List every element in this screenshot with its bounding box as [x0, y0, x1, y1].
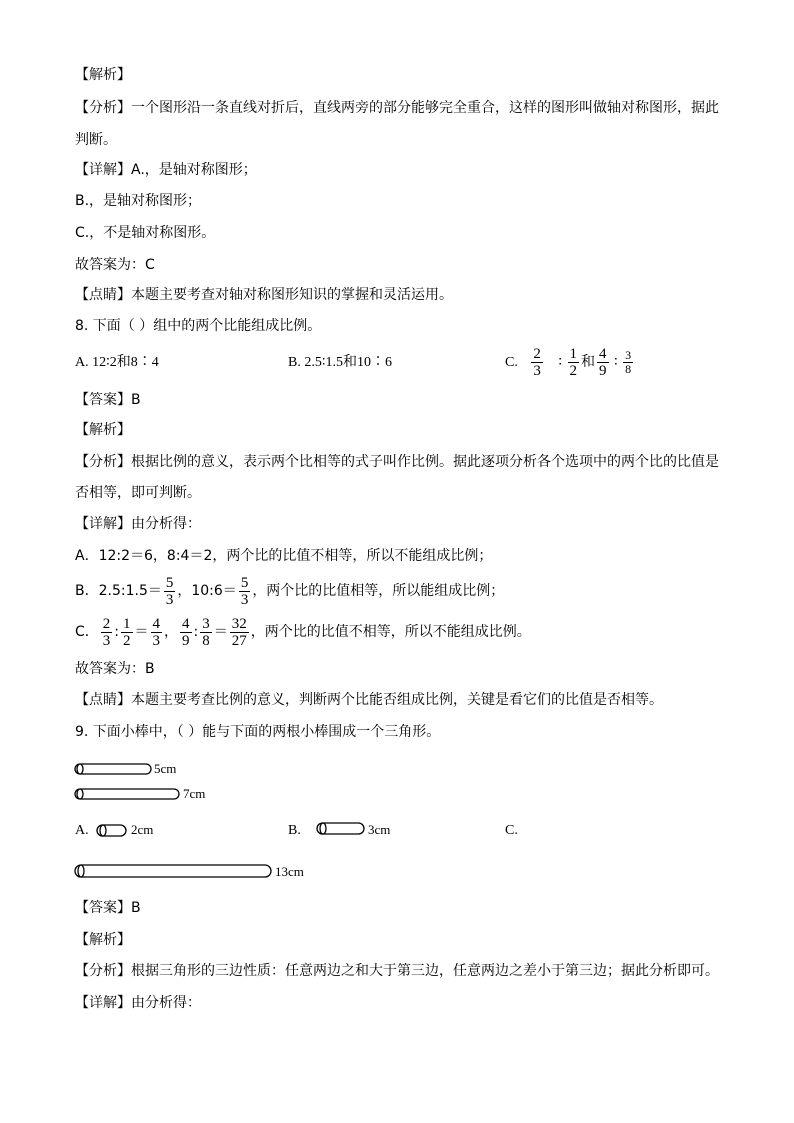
q8-line-c-fraction-6: $\frac{32}{27}$: [231, 615, 247, 649]
q7-answer: 故答案为：C: [75, 257, 155, 273]
q8-xiangjie: 【详解】由分析得：: [75, 516, 201, 532]
stick-5cm: [74, 761, 154, 777]
q8-jiexi: 【解析】: [75, 422, 131, 438]
q8-c-fraction-1: $\frac{2}{3}$: [533, 346, 541, 380]
q8-c-fraction-3: $\frac{4}{9}$: [599, 346, 607, 380]
q8-option-c-label: C.: [505, 355, 518, 370]
q8-line-c-equals-2: ＝: [213, 624, 228, 640]
q8-line-b-fraction-2: $\frac{5}{3}$: [240, 574, 249, 608]
q7-fenxi: 【分析】一个图形沿一条直线对折后，直线两旁的部分能够完全重合，这样的图形叫做轴对称图形，据此: [75, 100, 719, 116]
q8-c-he: 和: [581, 355, 595, 370]
q8-line-b-mid: ，10:6＝: [177, 583, 237, 599]
q8-option-b: B. 2.5∶1.5和10∶6: [288, 355, 392, 370]
q9-fenxi: 【分析】根据三角形的三边性质：任意两边之和大于第三边，任意两边之差小于第三边；据此分析即可。: [75, 963, 719, 979]
stick-13cm: [74, 863, 274, 880]
stick-13cm-label: 13cm: [275, 864, 304, 879]
q8-line-b-post: ，两个比的比值相等，所以能组成比例；: [252, 583, 505, 599]
q8-line-c-colon-2: :: [193, 624, 199, 640]
q8-line-c-comma: ，: [164, 624, 178, 640]
q9-daan: 【答案】B: [75, 900, 141, 916]
stick-7cm: [74, 786, 182, 802]
q8-answer: 故答案为：B: [75, 661, 155, 677]
q8-line-c: [75, 612, 531, 652]
q8-daan: 【答案】B: [75, 392, 141, 408]
q8-c-colon-2: ∶: [614, 355, 618, 370]
q8-line-c-fraction-5: $\frac{3}{8}$: [202, 615, 210, 649]
q8-line-b-fraction-1: $\frac{5}{3}$: [165, 574, 174, 608]
q8-c-fraction-2: $\frac{1}{2}$: [569, 346, 577, 380]
q8-line-c-post: ，两个比的比值不相等，所以不能组成比例。: [250, 624, 531, 640]
stick-2cm-label: 2cm: [131, 822, 154, 837]
q8-line-c-fraction-1: $\frac{2}{3}$: [102, 615, 111, 649]
q8-line-c-pre: C．: [75, 624, 99, 640]
q9-option-b: B.: [288, 823, 301, 838]
stick-7cm-label: 7cm: [183, 786, 206, 801]
q8-option-c: [505, 343, 635, 383]
q7-fenxi-cont: 判断。: [75, 132, 117, 148]
q8-line-c-colon: :: [114, 624, 119, 640]
q8-c-fraction-4: $\frac{3}{8}$: [625, 348, 632, 377]
q9-xiangjie: 【详解】由分析得：: [75, 995, 201, 1011]
stick-3cm-label: 3cm: [368, 822, 391, 837]
q8-question: 8. 下面（ ）组中的两个比能组成比例。: [75, 318, 322, 334]
q8-line-b-pre: B．2.5:1.5＝: [75, 583, 162, 599]
q8-option-a: A. 12∶2和8∶4: [75, 355, 159, 370]
q9-question: 9. 下面小棒中，（ ）能与下面的两根小棒围成一个三角形。: [75, 724, 441, 740]
q7-jiexi: 【解析】: [75, 67, 131, 83]
q8-c-colon: ∶: [558, 355, 562, 370]
q7-xiangjie: 【详解】A.，是轴对称图形；: [75, 162, 257, 178]
q7-line-c: C.，不是轴对称图形。: [75, 225, 216, 241]
stick-3cm: [316, 821, 366, 837]
q8-fenxi-cont: 否相等，即可判断。: [75, 485, 201, 501]
q8-line-a: A．12:2＝6，8:4＝2，两个比的比值不相等，所以不能组成比例；: [75, 548, 493, 564]
q8-fenxi: 【分析】根据比例的意义，表示两个比相等的式子叫作比例。据此逐项分析各个选项中的两个比的比值是: [75, 454, 719, 470]
q7-line-b: B.，是轴对称图形；: [75, 193, 202, 209]
q8-line-b: [75, 571, 504, 611]
q8-line-c-equals: ＝: [134, 624, 149, 640]
q7-dianjing: 【点睛】本题主要考查对轴对称图形知识的掌握和灵活运用。: [75, 287, 453, 303]
q9-option-a: A.: [75, 823, 89, 838]
q8-line-c-fraction-4: $\frac{4}{9}$: [182, 615, 190, 649]
q9-option-c: C.: [505, 823, 518, 838]
stick-2cm: [96, 823, 128, 839]
stick-5cm-label: 5cm: [154, 761, 177, 776]
q8-line-c-fraction-3: $\frac{4}{3}$: [152, 615, 160, 649]
q8-dianjing: 【点睛】本题主要考查比例的意义，判断两个比能否组成比例，关键是看它们的比值是否相等。: [75, 692, 663, 708]
q9-jiexi: 【解析】: [75, 932, 131, 948]
q8-line-c-fraction-2: $\frac{1}{2}$: [123, 615, 131, 649]
